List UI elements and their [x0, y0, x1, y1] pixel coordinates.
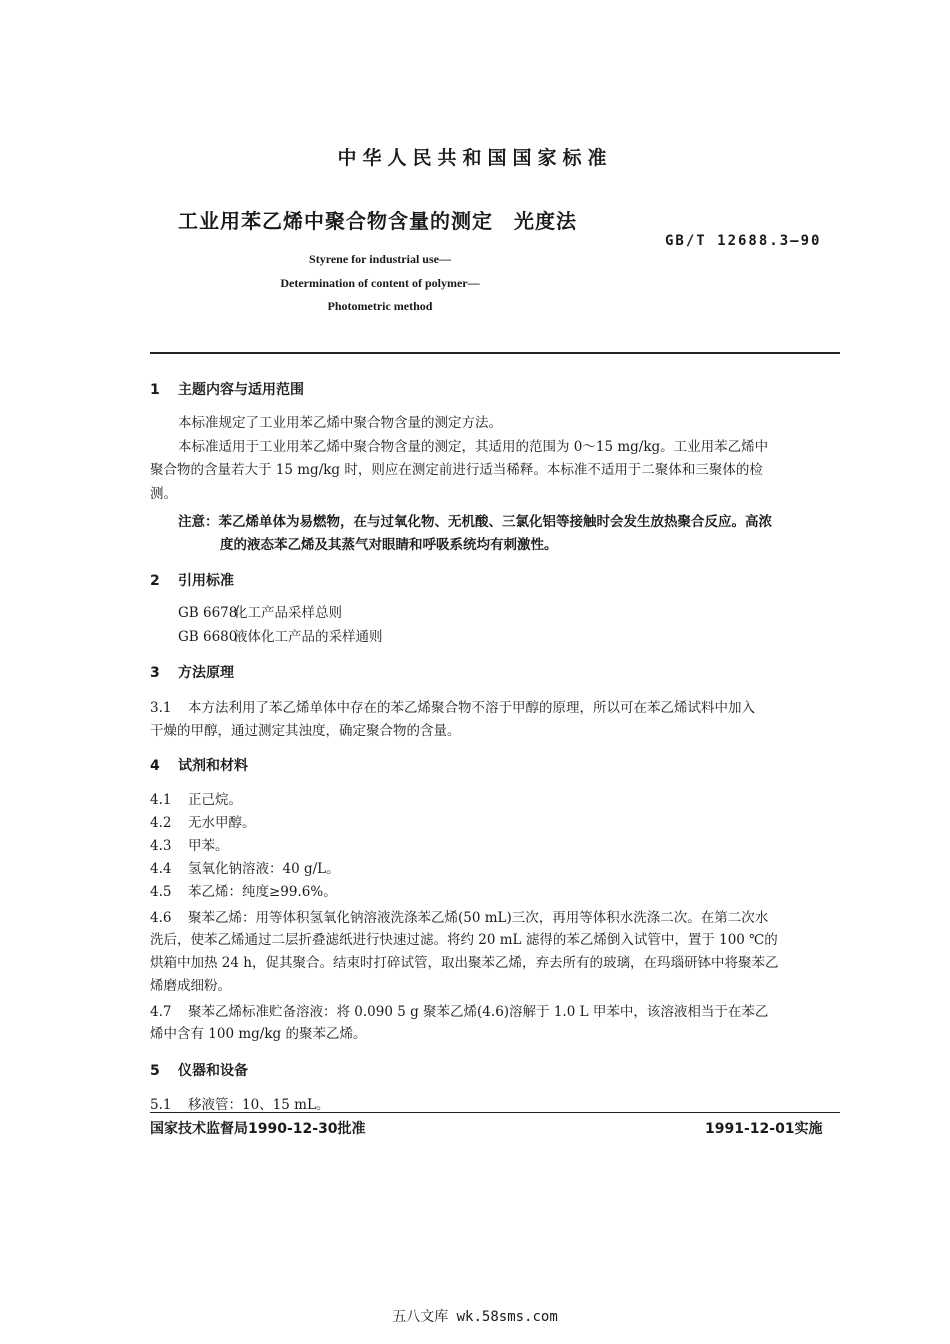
clause-4-7-line-2: 烯中含有 100 mg/kg 的聚苯乙烯。 [150, 1026, 367, 1042]
section-3-heading: 3 方法原理 [150, 665, 234, 681]
list-item: 4.2 无水甲醇。 [150, 815, 256, 831]
clause-4-6-line-3: 烘箱中加热 24 h，促其聚合。结束时打碎试管，取出聚苯乙烯，弃去所有的玻璃，在玛瑙研钵中将聚苯乙 [150, 955, 779, 971]
clause-4-7-line-1: 4.7 聚苯乙烯标准贮备溶液：将 0.090 5 g 聚苯乙烯(4.6)溶解于 1.0 L 甲苯中，该溶液相当于在苯乙 [150, 1004, 769, 1020]
clause-5-1: 5.1 移液管：10、15 mL。 [150, 1097, 330, 1113]
standard-number: GB/T 12688.3—90 [665, 233, 822, 249]
clause-3-1-line-2: 干燥的甲醇，通过测定其浊度，确定聚合物的含量。 [150, 723, 461, 739]
english-title-line-1: Styrene for industrial use— [309, 252, 451, 266]
list-item: 4.1 正己烷。 [150, 792, 242, 808]
effective-date: 1991-12-01实施 [705, 1121, 823, 1137]
clause-4-6-line-1: 4.6 聚苯乙烯：用等体积氢氧化钠溶液洗涤苯乙烯(50 mL)三次，再用等体积水洗涤二次。在第二次水 [150, 910, 769, 926]
section-1-note-line-1: 注意：苯乙烯单体为易燃物，在与过氧化物、无机酸、三氯化铝等接触时会发生放热聚合反应。高浓 [178, 514, 772, 530]
list-item: 4.4 氢氧化钠溶液：40 g/L。 [150, 861, 340, 877]
watermark: 五八文库 wk.58sms.com [392, 1309, 558, 1325]
clause-4-6-line-4: 烯磨成细粉。 [150, 978, 231, 994]
section-1-note-line-2: 度的液态苯乙烯及其蒸气对眼睛和呼吸系统均有刺激性。 [220, 537, 558, 553]
header-divider [150, 352, 840, 354]
english-title-line-3: Photometric method [327, 299, 433, 313]
section-2-heading: 2 引用标准 [150, 573, 234, 589]
clause-3-1-line-1: 3.1 本方法利用了苯乙烯单体中存在的苯乙烯聚合物不溶于甲醇的原理，所以可在苯乙烯试料中加入 [150, 700, 755, 716]
section-5-heading: 5 仪器和设备 [150, 1063, 248, 1079]
national-standard-heading: 中华人民共和国国家标准 [337, 147, 613, 169]
clause-4-6-line-2: 洗后，使苯乙烯通过二层折叠滤纸进行快速过滤。将约 20 mL 滤得的苯乙烯倒入试管中，置于 100 ℃的 [150, 932, 778, 948]
section-4-heading: 4 试剂和材料 [150, 758, 248, 774]
section-1-heading: 1 主题内容与适用范围 [150, 382, 304, 398]
section-1-para-2-line-1: 本标准适用于工业用苯乙烯中聚合物含量的测定，其适用的范围为 0～15 mg/kg。工业用苯乙烯中 [178, 439, 769, 455]
reference-item: GB 6680液体化工产品的采样通则 [178, 629, 383, 645]
approval-line: 国家技术监督局1990-12-30批准 [150, 1121, 366, 1137]
footer-divider [150, 1112, 840, 1113]
section-1-para-2-line-3: 测。 [150, 486, 177, 502]
reference-item: GB 6678化工产品采样总则 [178, 605, 342, 621]
english-title-line-2: Determination of content of polymer— [280, 276, 480, 290]
section-1-para-2-line-2: 聚合物的含量若大于 15 mg/kg 时，则应在测定前进行适当稀释。本标准不适用于二聚体和三聚体的检 [150, 462, 763, 478]
list-item: 4.3 甲苯。 [150, 838, 229, 854]
section-1-para-1: 本标准规定了工业用苯乙烯中聚合物含量的测定方法。 [178, 415, 502, 431]
list-item: 4.5 苯乙烯：纯度≥99.6%。 [150, 884, 337, 900]
document-title: 工业用苯乙烯中聚合物含量的测定 光度法 [178, 209, 577, 233]
